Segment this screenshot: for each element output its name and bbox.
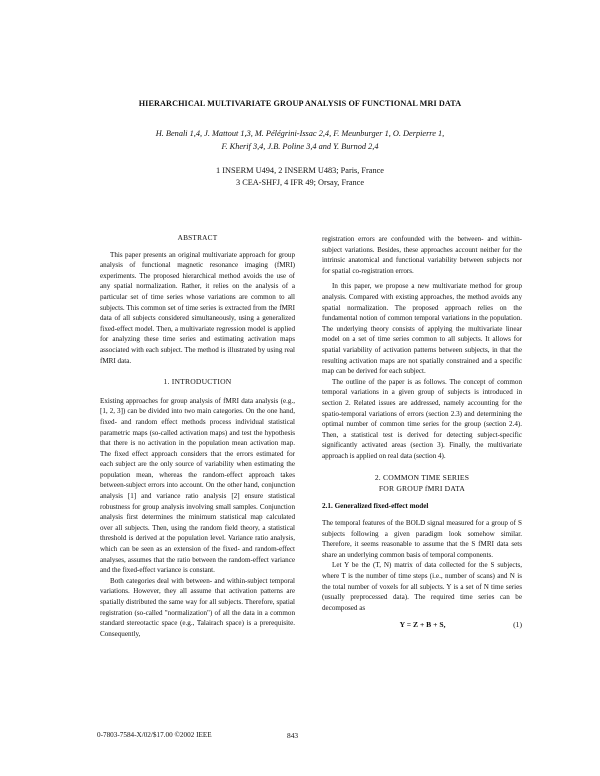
author-list (80, 127, 520, 153)
left-column (100, 233, 295, 639)
section-2-heading (322, 472, 522, 494)
equation-1 (322, 620, 522, 631)
paper-title: HIERARCHICAL MULTIVARIATE GROUP ANALYSIS OF FUNCTIONAL MRI DATA (138, 99, 462, 108)
equation-text: Y = Z + B + S, (399, 620, 446, 630)
footer-isbn: 0-7803-7584-X/02/$17.00 ©2002 IEEE (97, 731, 212, 739)
affiliation-line-1: 1 INSERM U494, 2 INSERM U483; Paris, France (215, 166, 384, 175)
section-2-heading-line-2: FOR GROUP fMRI DATA (378, 484, 466, 494)
introduction-paragraph-2: Both categories deal with between- and within-subject temporal variations. However, they all assume that activation patterns are spatially distributed the same way for all subjects. Therefore, spatial registration (so-called "normalization") of all the data in a common standard stereotactic space (e.g., Talairach space) is a prerequisite. Consequently, (100, 576, 295, 638)
abstract-text: This paper presents an original multivariate approach for group analysis of functional magnetic resonance imaging (fMRI) experiments. The proposed hierarchical method avoids the use of any spatial normalization. Rather, it relies on the analysis of a particular set of time series whose variations are common to all subjects. This common set of time series is extracted from the fMRI data of all subjects considered simultaneously, using a generalized fixed-effect model. Then, a multivariate regression model is applied for analyzing these time series and estimating activation maps associated with each subject. The method is illustrated by using real fMRI data. (100, 250, 295, 365)
authors-line-2: F. Kherif 3,4, J.B. Poline 3,4 and Y. Burnod 2,4 (221, 142, 379, 151)
page-number: 843 (287, 731, 299, 740)
proposal-paragraph: In this paper, we propose a new multivariate method for group analysis. Compared with existing approaches, the method avoids any spatial normalization. The proposed approach relies on the fundamental notion of common temporal variations in the population. The underlying theory consists of applying the multivariate linear model on a set of time series common to all subjects. It allows for spatial variability of activation patterns between subjects, in that the resulting activation maps are not spatially constrained and a specific map can be derived for each subject. (322, 282, 522, 376)
authors-line-1: H. Benali 1,4, J. Mattout 1,3, M. Pélégrini-Issac 2,4, F. Meunburger 1, O. Derpierre 1, (155, 129, 445, 138)
definition-paragraph: Let Y be the (T, N) matrix of data collected for the S subjects, where T is the number of time steps (i.e., number of scans) and N is the total number of voxels for all subjects. Y is a set of N time series (usually preprocessed data). The required time series can be decomposed as (322, 561, 522, 612)
introduction-heading: 1. INTRODUCTION (163, 377, 232, 387)
affiliation-line-2: 3 CEA-SHFJ, 4 IFR 49; Orsay, France (235, 177, 365, 187)
section-2-heading-line-1: 2. COMMON TIME SERIES (374, 473, 470, 483)
right-column (322, 234, 522, 631)
equation-number: (1) (513, 620, 522, 630)
introduction-paragraph-1: Existing approaches for group analysis of fMRI data analysis (e.g., [1, 2, 3]) can be divided into two main categories. On the one hand, fixed- and random effect methods process individual statistical parametric maps (so-called activation maps) and test the hypothesis that there is no activation in the population mean activation map. The fixed effect approach considers that the errors estimated for each subject are the only source of variability when estimating the population mean, whereas the random-effect approach takes between-subject errors into account. On the other hand, conjunction analysis [1] and variance ratio analysis [2] ensure statistical robustness for group analysis involving small samples. Conjunction analysis first determines the minimum statistical map calculated over all subjects. Then, using the random field theory, a statistical threshold is derived at the population level. Variance ratio analysis, which can be seen as an extension of the fixed- and random-effect analyses, assumes that the ratio between the random-effect variance and the fixed-effect variance is constant. (100, 396, 295, 575)
continued-paragraph: registration errors are confounded with the between- and within-subject variations. Besides, these approaches account neither for the intrinsic anatomical and functional variability between subjects nor for spatial co-registration errors. (322, 235, 522, 275)
affiliations (120, 165, 480, 188)
abstract-heading: ABSTRACT (177, 233, 218, 242)
subsection-2-1-heading: 2.1. Generalized fixed-effect model (322, 502, 429, 511)
outline-paragraph: The outline of the paper is as follows. The concept of common temporal variations in a given group of subjects is introduced in section 2. Related issues are addressed, namely accounting for the spatio-temporal variations of errors (section 2.3) and determining the optimal number of common time series for the group (section 2.4). Then, a statistical test is derived for detecting subject-specific significantly activated areas (section 3). Finally, the multivariate approach is applied on real data (section 4). (322, 377, 522, 460)
model-paragraph: The temporal features of the BOLD signal measured for a group of S subjects following a given paradigm look somehow similar. Therefore, it seems reasonable to assume that the S fMRI data sets share an underlying common basis of temporal components. (322, 519, 522, 559)
